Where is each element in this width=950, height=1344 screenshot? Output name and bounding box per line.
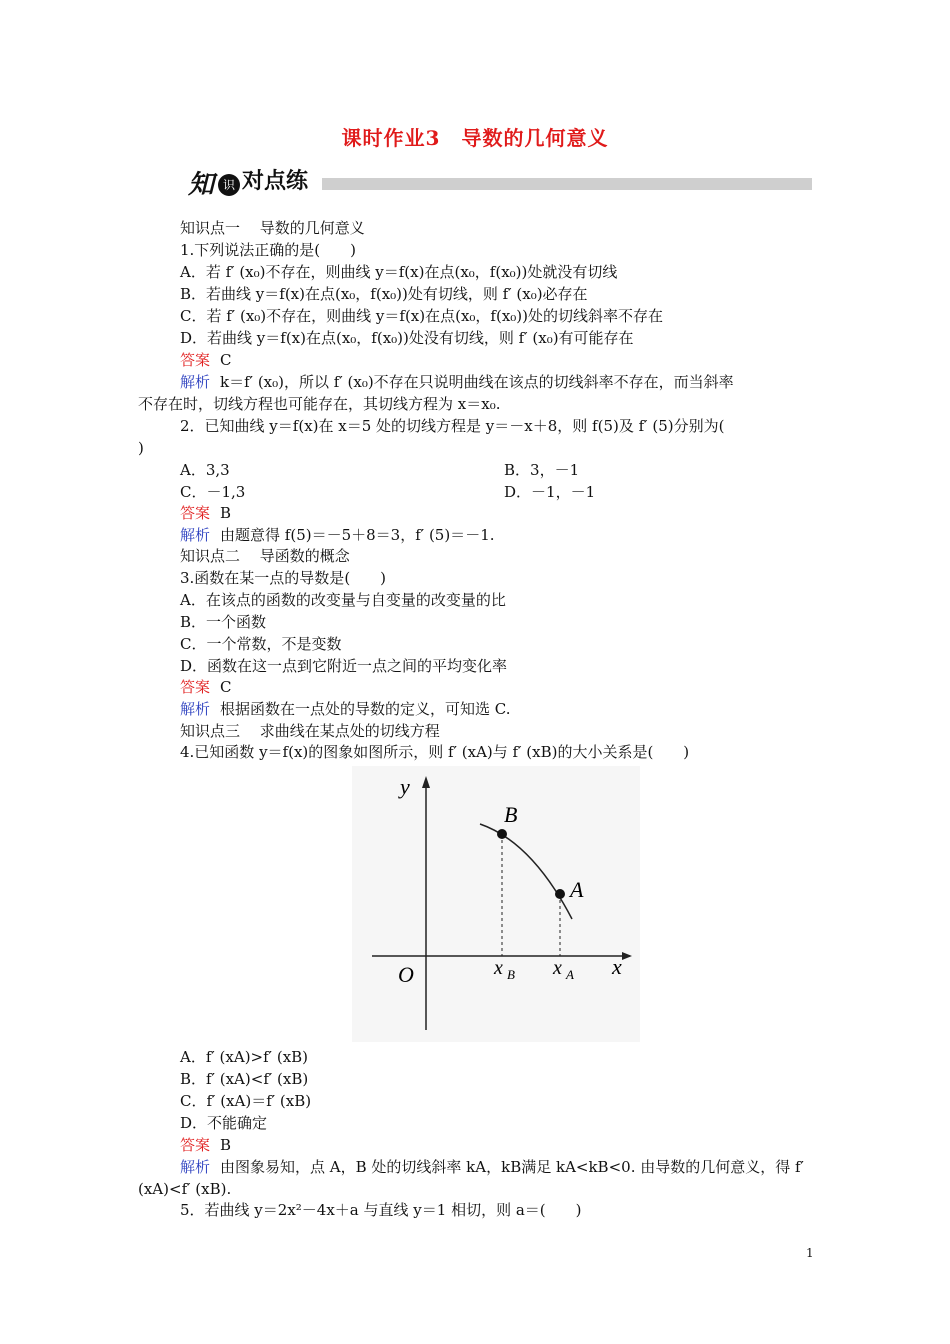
option-a: A．在该点的函数的改变量与自变量的改变量的比 <box>180 591 506 609</box>
page-title: 课时作业3 导数的几何意义 <box>341 126 609 150</box>
banner-bar <box>322 178 812 190</box>
page-number: 1 <box>806 1246 814 1260</box>
explanation-text: 由图象易知，点 A，B 处的切线斜率 kA，kB满足 kA<kB<0. 由导数的几何意义，得 f′ <box>220 1158 804 1176</box>
explanation-label: 解析 <box>180 526 211 544</box>
y-axis-arrow <box>422 776 430 788</box>
section-heading: 知识点一 导数的几何意义 <box>180 219 365 237</box>
y-label: y <box>400 774 410 799</box>
explanation-continued: (xA)<f′ (xB). <box>138 1180 232 1198</box>
option-d: D．－1，－1 <box>504 483 596 501</box>
banner-circle-char: 识 <box>218 174 240 196</box>
xb-subscript: B <box>507 967 515 982</box>
point-b-label: B <box>504 802 518 827</box>
question-stem: 5．若曲线 y＝2x²－4x＋a 与直线 y＝1 相切，则 a＝( ) <box>180 1201 582 1219</box>
explanation-line <box>180 525 495 545</box>
point-a-label: A <box>570 877 584 902</box>
question-stem: 4.已知函数 y＝f(x)的图象如图所示，则 f′ (xA)与 f′ (xB)的大小关系是( ) <box>180 743 690 761</box>
option-a: A．3,3 <box>180 461 230 479</box>
explanation-text: 由题意得 f(5)＝－5＋8＝3，f′ (5)＝－1. <box>220 526 495 544</box>
option-c: C．f′ (xA)＝f′ (xB) <box>180 1092 312 1110</box>
question-stem: 3.函数在某一点的导数是( ) <box>180 569 387 587</box>
section-heading: 知识点三 求曲线在某点处的切线方程 <box>180 722 440 740</box>
question-stem: 1.下列说法正确的是( ) <box>180 241 357 259</box>
graph-svg <box>352 766 640 1042</box>
answer-label: 答案 <box>180 678 211 696</box>
option-c: C．－1,3 <box>180 483 246 501</box>
explanation-text: k＝f′ (x₀)，所以 f′ (x₀)不存在只说明曲线在该点的切线斜率不存在，而当斜率 <box>220 373 734 391</box>
explanation-line <box>180 372 734 392</box>
answer-label: 答案 <box>180 1136 211 1154</box>
point-a <box>555 889 565 899</box>
option-c: C．若 f′ (x₀)不存在，则曲线 y＝f(x)在点(x₀，f(x₀))处的切线斜率不存在 <box>180 307 664 325</box>
xb-label: x <box>494 957 503 979</box>
answer-value: B <box>220 504 232 522</box>
xa-label: x <box>553 957 562 979</box>
explanation-label: 解析 <box>180 700 211 718</box>
answer-label: 答案 <box>180 351 211 369</box>
x-axis-arrow <box>622 952 632 960</box>
answer-line <box>180 677 232 697</box>
question-stem: 2．已知曲线 y＝f(x)在 x＝5 处的切线方程是 y＝－x＋8，则 f(5)及 f′ (5)分别为( <box>180 417 725 435</box>
xa-subscript: A <box>566 967 574 982</box>
question-stem-continued: ) <box>138 439 144 457</box>
origin-label: O <box>398 962 414 987</box>
answer-label: 答案 <box>180 504 211 522</box>
explanation-continued: 不存在时，切线方程也可能存在，其切线方程为 x＝x₀. <box>138 395 501 413</box>
option-b: B．若曲线 y＝f(x)在点(x₀，f(x₀))处有切线，则 f′ (x₀)必存在 <box>180 285 588 303</box>
answer-line <box>180 503 231 523</box>
answer-value: C <box>220 351 232 369</box>
explanation-text: 根据函数在一点处的导数的定义，可知选 C. <box>220 700 511 718</box>
explanation-label: 解析 <box>180 1158 211 1176</box>
section-heading: 知识点二 导函数的概念 <box>180 547 350 565</box>
explanation-line <box>180 699 511 719</box>
answer-line <box>180 350 232 370</box>
option-b: B．3，－1 <box>504 461 580 479</box>
option-d: D．若曲线 y＝f(x)在点(x₀，f(x₀))处没有切线，则 f′ (x₀)有可能存在 <box>180 329 634 347</box>
curve <box>480 824 572 919</box>
option-d: D．函数在这一点到它附近一点之间的平均变化率 <box>180 657 508 675</box>
option-b: B．一个函数 <box>180 613 267 631</box>
answer-value: B <box>220 1136 232 1154</box>
option-a: A．f′ (xA)>f′ (xB) <box>180 1048 309 1066</box>
explanation-line <box>180 1157 804 1177</box>
answer-line <box>180 1135 231 1155</box>
option-c: C．一个常数，不是变数 <box>180 635 342 653</box>
point-b <box>497 829 507 839</box>
banner-text: 对点练 <box>242 169 309 194</box>
explanation-label: 解析 <box>180 373 211 391</box>
x-label: x <box>612 954 622 979</box>
option-d: D．不能确定 <box>180 1114 268 1132</box>
banner-char: 知 <box>188 170 215 200</box>
function-graph <box>352 766 640 1042</box>
option-a: A．若 f′ (x₀)不存在，则曲线 y＝f(x)在点(x₀，f(x₀))处就没有切线 <box>180 263 618 281</box>
option-b: B．f′ (xA)<f′ (xB) <box>180 1070 309 1088</box>
answer-value: C <box>220 678 232 696</box>
section-banner <box>182 160 812 210</box>
